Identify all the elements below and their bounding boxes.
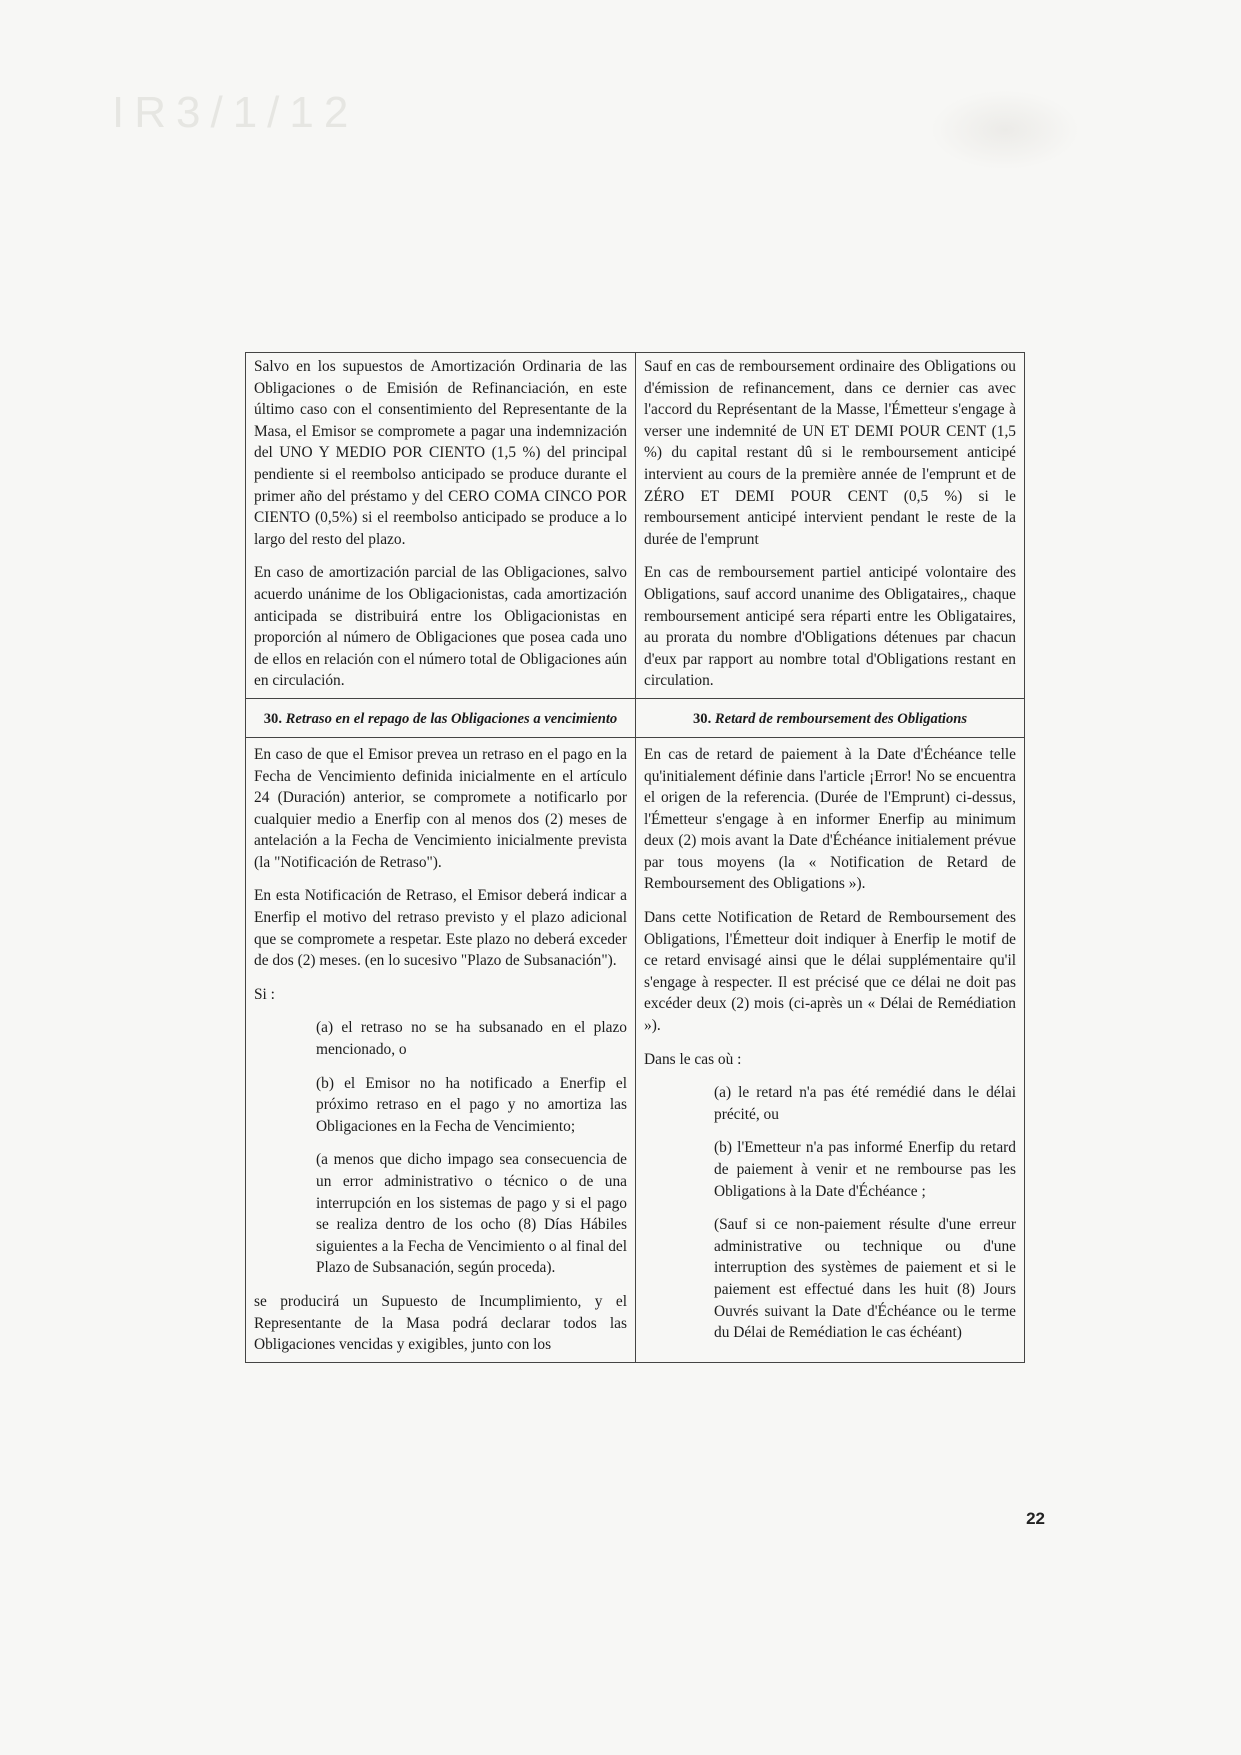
french-section-heading: [635, 699, 1024, 737]
paragraph: En cas de remboursement partiel anticipé volontaire des Obligations, sauf accord unanime des Obligataires,, chaque remboursement anticipé sera réparti entre les Obligataires, au prorata du nombre d'Obligations détenues par chacun d'eux par rapport au nombre total d'Obligations restant en circulation.: [644, 564, 1016, 690]
list-item: (a menos que dicho impago sea consecuencia de un error administrativo o técnico o de una interrupción en los sistemas de pago y si el pago se realiza dentro de los ocho (8) Días Hábiles siguientes a la Fecha de Vencimiento o al final del Plazo de Subsanación, según proceda).: [316, 1151, 627, 1277]
paragraph: Sauf en cas de remboursement ordinaire des Obligations ou d'émission de refinancement, dans ce dernier cas avec l'accord du Représentant de la Masse, l'Émetteur s'engage à verser une indemnité de UN ET DEMI POUR CENT (1,5 %) du capital restant dû si le remboursement anticipé intervient au cours de la première année de l'emprunt et de ZÉRO ET DEMI POUR CENT (0,5 %) si le remboursement anticipé intervient pendant le reste de la durée de l'emprunt: [644, 358, 1016, 548]
paragraph: Dans le cas où :: [644, 1050, 742, 1068]
list-item: (b) l'Emetteur n'a pas informé Enerfip du retard de paiement à venir et ne rembourse pas les Obligations à la Date d'Échéance ;: [714, 1139, 1016, 1200]
paragraph: se producirá un Supuesto de Incumplimiento, y el Representante de la Masa podrá declarar todos las Obligaciones vencidas y exigibles, junto con los: [254, 1292, 627, 1354]
table-row: [246, 737, 1024, 1362]
faded-header-mark: IR3/1/12: [112, 88, 359, 137]
table-row-heading: [246, 698, 1024, 737]
section-title: Retard de remboursement des Obligations: [714, 710, 968, 727]
list-item: (b) el Emisor no ha notificado a Enerfip el próximo retraso en el pago y no amortiza las Obligaciones en la Fecha de Vencimiento;: [316, 1074, 627, 1135]
page-number: 22: [1026, 1509, 1045, 1528]
section-number: 30.: [692, 710, 712, 727]
bilingual-table: [245, 352, 1025, 1363]
list-item: (a) el retraso no se ha subsanado en el plazo mencionado, o: [316, 1019, 627, 1059]
spanish-column: [246, 738, 635, 1362]
table-row: [246, 353, 1024, 698]
spanish-section-heading: [246, 699, 635, 737]
paragraph: Salvo en los supuestos de Amortización Ordinaria de las Obligaciones o de Emisión de Refinanciación, en este último caso con el consentimiento del Representante de la Masa, el Emisor se compromete a pagar una indemnización del UNO Y MEDIO POR CIENTO (1,5 %) del principal pendiente si el reembolso anticipado se produce durante el primer año del préstamo y del CERO COMA CINCO POR CIENTO (0,5%) si el reembolso anticipado se produce a lo largo del resto del plazo.: [254, 358, 627, 548]
list-item: (a) le retard n'a pas été remédié dans le délai précité, ou: [714, 1084, 1016, 1123]
list-item: (Sauf si ce non-paiement résulte d'une erreur administrative ou technique ou d'une interruption des systèmes de paiement et si le paiement est effectué dans les huit (8) Jours Ouvrés suivant la Date d'Échéance ou le terme du Délai de Remédiation le cas échéant): [714, 1216, 1016, 1342]
paragraph: En esta Notificación de Retraso, el Emisor deberá indicar a Enerfip el motivo del retraso previsto y el plazo adicional que se compromete a respetar. Este plazo no deberá exceder de dos (2) meses. (en lo sucesivo "Plazo de Subsanación").: [254, 887, 627, 970]
faded-stamp: [930, 90, 1080, 170]
paragraph: En caso de amortización parcial de las Obligaciones, salvo acuerdo unánime de los Obligacionistas, cada amortización anticipada se distribuirá entre los Obligacionistas en proporción al número de Obligaciones que posea cada uno de ellos en relación con el número total de Obligaciones aún en circulación.: [254, 564, 627, 690]
section-number: 30.: [263, 710, 282, 727]
paragraph: Si :: [254, 985, 275, 1003]
french-column: [635, 738, 1024, 1362]
french-column: [635, 353, 1024, 698]
spanish-column: [246, 353, 635, 698]
paragraph: Dans cette Notification de Retard de Remboursement des Obligations, l'Émetteur doit indiquer à Enerfip le motif de ce retard envisagé ainsi que le délai supplémentaire qu'il s'engage à respecter. Il est précisé que ce délai ne doit pas excéder deux (2) mois (ci-après un « Délai de Remédiation »).: [644, 909, 1016, 1035]
section-title: Retraso en el repago de las Obligaciones a vencimiento: [285, 710, 618, 727]
paragraph: En caso de que el Emisor prevea un retraso en el pago en la Fecha de Vencimiento definida inicialmente en el artículo 24 (Duración) anterior, se compromete a notificarlo por cualquier medio a Enerfip con al menos dos (2) meses de antelación a la Fecha de Vencimiento inicialmente prevista (la "Notificación de Retraso").: [254, 745, 627, 871]
paragraph: En cas de retard de paiement à la Date d'Échéance telle qu'initialement définie dans l'article ¡Error! No se encuentra el origen de la referencia. (Durée de l'Emprunt) ci-dessus, l'Émetteur s'engage à en informer Enerfip au minimum deux (2) mois avant la Date d'Échéance initialement prévue par tous moyens (la « Notification de Retard de Remboursement des Obligations »).: [644, 745, 1016, 893]
